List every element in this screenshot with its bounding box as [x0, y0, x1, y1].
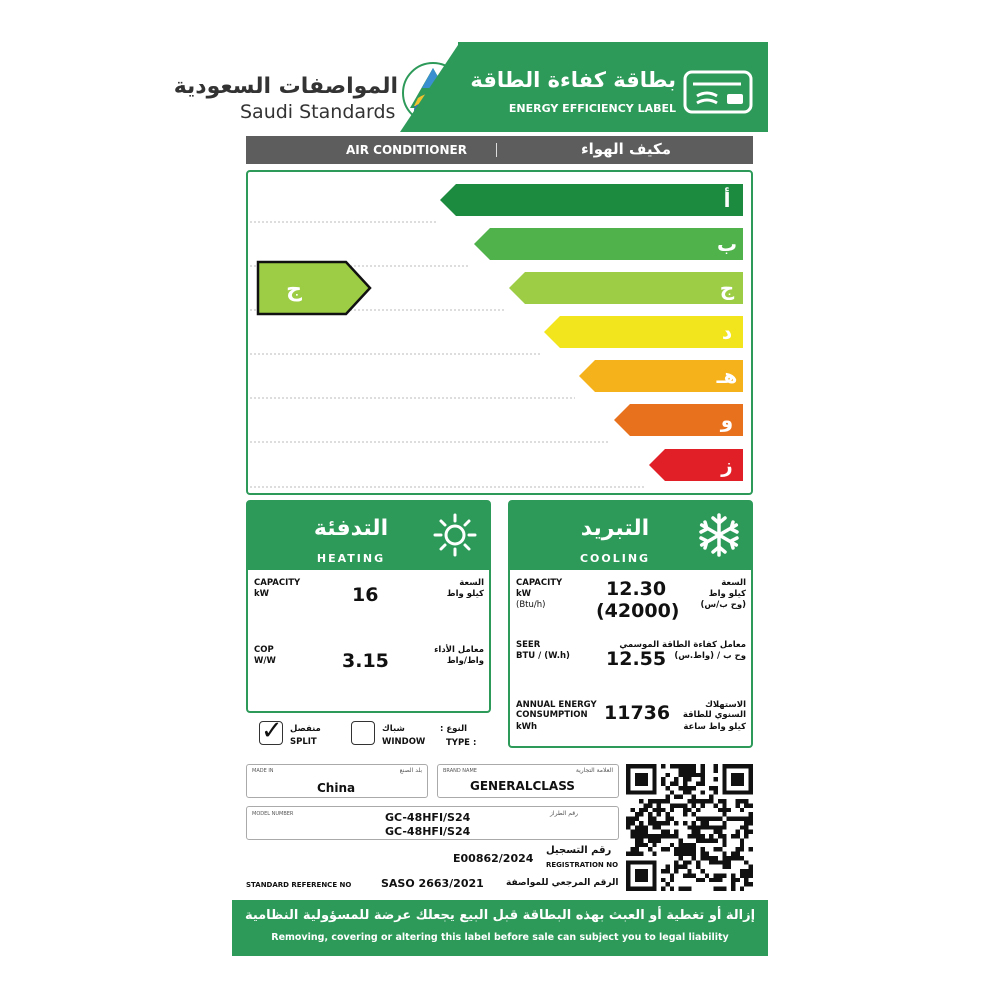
window-label-arabic: شباك	[382, 724, 405, 734]
cooling-capacity-unit-btu-arabic: (وح ب/س)	[700, 600, 746, 610]
cooling-energy-unit: kWh	[516, 722, 538, 732]
label-title-english: ENERGY EFFICIENCY LABEL	[508, 102, 676, 115]
heating-capacity-unit: kW	[254, 589, 270, 599]
heating-capacity-label-arabic: السعة	[459, 578, 484, 588]
model-label-arabic: رقم الطراز	[550, 810, 578, 817]
heating-title-english: HEATING	[316, 552, 386, 565]
made-in-label-arabic: بلد الصنع	[399, 767, 422, 774]
org-name-arabic: المواصفات السعودية	[173, 74, 398, 99]
heating-cop-unit-arabic: واط/واط	[446, 656, 484, 666]
cooling-capacity-unit: kW	[516, 589, 532, 599]
scale-class-label-6: و	[720, 408, 734, 432]
scale-arrow-3	[509, 272, 743, 304]
brand-box	[437, 764, 619, 798]
split-label-arabic: منفصل	[290, 724, 321, 734]
qr-modules	[626, 764, 753, 891]
window-label: WINDOW	[382, 737, 426, 747]
standard-label: STANDARD REFERENCE NO	[246, 881, 352, 889]
model-value-2: GC-48HFI/S24	[385, 825, 471, 838]
scale-arrow-4	[544, 316, 743, 348]
window-checkbox[interactable]	[351, 721, 375, 745]
registration-label-arabic: رقم التسجيل	[546, 845, 612, 856]
scale-class-label-7: ز	[721, 453, 733, 477]
legal-warning-english: Removing, covering or altering this label before sale can subject you to legal liability	[271, 932, 729, 943]
model-box	[246, 806, 619, 840]
scale-class-label-4: د	[721, 320, 733, 344]
split-label: SPLIT	[290, 737, 317, 747]
registration-label: REGISTRATION NO	[546, 861, 619, 869]
standard-label-arabic: الرقم المرجعي للمواصفة	[506, 878, 619, 888]
cooling-seer-unit: BTU / (W.h)	[516, 651, 570, 661]
cooling-energy-value: 11736	[604, 702, 671, 724]
heating-cop-label-arabic: معامل الأداء	[434, 645, 484, 655]
registration-value: E00862/2024	[453, 852, 534, 865]
made-in-value: China	[317, 781, 356, 795]
divider	[496, 143, 497, 157]
split-checkbox[interactable]	[259, 716, 283, 746]
org-name-english: Saudi Standards	[240, 101, 396, 123]
made-in-box	[246, 764, 428, 798]
heating-cop-value: 3.15	[342, 650, 389, 672]
heating-capacity-value: 16	[352, 584, 379, 606]
cooling-title-arabic: التبريد	[580, 516, 650, 541]
product-type-bar	[246, 136, 753, 164]
cooling-card	[508, 500, 753, 748]
scale-class-label-3: ج	[719, 276, 735, 300]
product-type-english: AIR CONDITIONER	[346, 143, 467, 157]
air-conditioner-icon	[683, 70, 753, 114]
product-type-arabic: مكيف الهواء	[580, 140, 672, 158]
type-label: TYPE :	[446, 738, 477, 748]
brand-label: BRAND NAME	[443, 768, 477, 774]
heating-cop-label: COP	[254, 645, 274, 655]
rating-indicator-arrow	[258, 262, 370, 314]
cooling-seer-value: 12.55	[606, 648, 667, 670]
brand-value: GENERALCLASS	[470, 779, 575, 793]
scale-arrow-1	[440, 184, 743, 216]
checkmark-icon: ✓	[261, 716, 283, 746]
legal-warning-footer	[232, 900, 768, 956]
heating-title-arabic: التدفئة	[313, 516, 389, 541]
cooling-energy-unit-arabic: كيلو واط ساعة	[683, 722, 746, 732]
legal-warning-arabic: إزالة أو تغطية أو العبث بهذه البطاقة قبل البيع يجعلك عرضة للمسؤولية النظامية	[244, 908, 756, 923]
cooling-seer-label: SEER	[516, 640, 541, 650]
type-label-arabic: النوع :	[440, 724, 468, 734]
model-label: MODEL NUMBER	[252, 811, 294, 817]
cooling-capacity-label-arabic: السعة	[721, 578, 746, 588]
cooling-capacity-value: 12.30	[606, 578, 667, 600]
label-title-arabic: بطاقة كفاءة الطاقة	[470, 68, 676, 92]
scale-class-label-1: أ	[723, 188, 731, 212]
heating-capacity-label: CAPACITY	[254, 578, 301, 588]
scale-arrow-2	[474, 228, 743, 260]
cooling-energy-label-arabic: الاستهلاك السنوي للطاقة	[682, 700, 746, 720]
header-corner	[400, 42, 460, 132]
scale-class-label-5: هـ	[716, 364, 738, 388]
heating-card	[246, 500, 491, 713]
heating-capacity-unit-arabic: كيلو واط	[446, 589, 484, 599]
cooling-title-english: COOLING	[579, 552, 651, 565]
cooling-seer-unit-arabic: وح ب / (واط.س)	[674, 651, 746, 661]
cooling-capacity-value-btu: (42000)	[596, 600, 680, 622]
cooling-seer-label-arabic: معامل كفاءة الطاقة الموسمي	[619, 640, 746, 650]
sun-icon	[432, 512, 478, 558]
model-value-1: GC-48HFI/S24	[385, 811, 471, 824]
scale-class-label-2: ب	[716, 232, 738, 256]
cooling-capacity-unit-btu: (Btu/h)	[516, 600, 546, 610]
standard-value: SASO 2663/2021	[381, 877, 484, 890]
cooling-capacity-unit-arabic: كيلو واط	[708, 589, 746, 599]
heating-cop-unit: W/W	[254, 656, 276, 666]
cooling-energy-label: ANNUAL ENERGY CONSUMPTION	[516, 700, 597, 720]
brand-label-arabic: العلامة التجارية	[575, 767, 613, 774]
made-in-label: MADE IN	[252, 768, 274, 774]
snowflake-icon	[696, 512, 742, 558]
rating-indicator-label: ج	[286, 277, 302, 302]
cooling-capacity-label: CAPACITY	[516, 578, 563, 588]
qr-code[interactable]	[626, 764, 753, 891]
efficiency-scale	[246, 170, 753, 495]
